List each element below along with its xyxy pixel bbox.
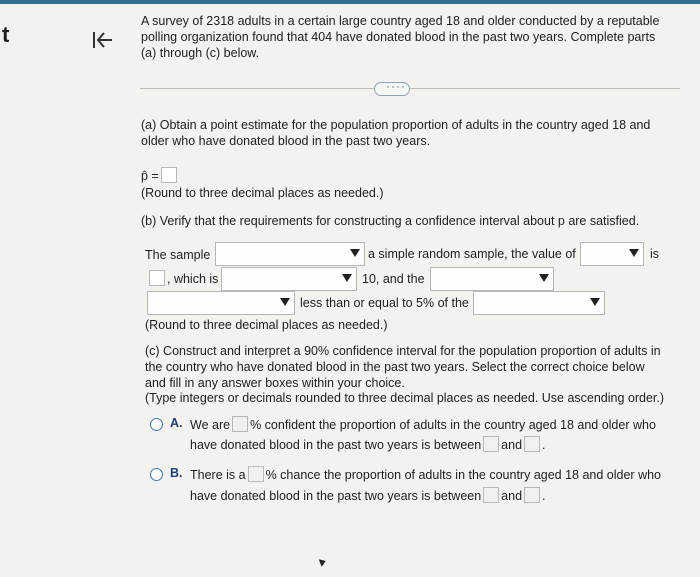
- ten-and-the-text: 10, and the: [362, 272, 425, 286]
- chevron-down-icon: [350, 249, 360, 257]
- is-text: is: [650, 247, 660, 261]
- question-text: A survey of 2318 adults in a certain large country aged 18 and older conducted by a reputable polling organization found that 404 have donated blood in the past two years. Complete parts (a) through (c) below.: [141, 14, 660, 60]
- left-pane-letter: t: [2, 22, 10, 47]
- sample-type-dropdown[interactable]: [215, 242, 365, 266]
- chevron-down-icon: [342, 274, 352, 282]
- more-button-label: ····: [386, 79, 406, 93]
- option-b-line1: There is a % chance the proportion of adults in the country aged 18 and older who: [190, 468, 661, 482]
- part-a-prompt: (a) Obtain a point estimate for the population proportion of adults in the country aged 18 and older who have donated blood in the past two years.: [141, 118, 651, 148]
- option-a-letter: A.: [170, 416, 183, 430]
- comparison-dropdown[interactable]: [221, 267, 357, 291]
- more-button[interactable]: [374, 79, 410, 96]
- part-b-prompt: (b) Verify that the requirements for constructing a confidence interval about p are satisfied.: [141, 214, 640, 228]
- option-a-confidence-input[interactable]: [232, 416, 248, 432]
- section-divider: [140, 88, 680, 89]
- chevron-down-icon: [539, 274, 549, 282]
- option-b-upper-input[interactable]: [524, 487, 540, 503]
- part-c-note: (Type integers or decimals rounded to three decimal places as needed. Use ascending order.): [145, 391, 665, 405]
- sample-size-dropdown[interactable]: [430, 267, 554, 291]
- option-b-line2: have donated blood in the past two years is between and .: [190, 489, 546, 503]
- population-dropdown[interactable]: [473, 291, 605, 315]
- size-comparison-dropdown[interactable]: [147, 291, 295, 315]
- part-a-round-note: (Round to three decimal places as needed.): [141, 186, 384, 200]
- which-is-text: , which is: [167, 272, 219, 286]
- option-a-radio[interactable]: [150, 418, 163, 431]
- p-hat-label: p̂ =: [141, 169, 159, 183]
- option-b-lower-input[interactable]: [483, 487, 499, 503]
- less-than-text: less than or equal to 5% of the: [300, 296, 469, 310]
- option-b-chance-input[interactable]: [248, 466, 264, 482]
- option-a-line1: We are % confident the proportion of adults in the country aged 18 and older who: [190, 418, 656, 432]
- option-a-lower-input[interactable]: [483, 436, 499, 452]
- left-pane: [0, 4, 31, 577]
- chevron-down-icon: [280, 298, 290, 306]
- option-a-line2: have donated blood in the past two years is between and .: [190, 438, 546, 452]
- option-b-radio[interactable]: [150, 468, 163, 481]
- simple-random-text: a simple random sample, the value of: [368, 247, 576, 261]
- option-b-letter: B.: [170, 466, 183, 480]
- chevron-down-icon: [629, 249, 639, 257]
- which-is-row: [147, 270, 218, 287]
- option-a-upper-input[interactable]: [524, 436, 540, 452]
- part-b-round-note: (Round to three decimal places as needed.): [145, 318, 388, 332]
- value-of-dropdown[interactable]: [580, 242, 644, 266]
- part-c-prompt: (c) Construct and interpret a 90% confidence interval for the population proportion of adults in the country who have donated blood in the past two years. Select the correct choice below and fill in any answer boxes within your choice.: [145, 344, 661, 390]
- collapse-left-arrow-icon[interactable]: [92, 30, 114, 50]
- p-hat-input[interactable]: [161, 167, 177, 183]
- computed-value-input[interactable]: [149, 270, 165, 286]
- chevron-down-icon: [590, 298, 600, 306]
- the-sample-label: The sample: [145, 248, 211, 262]
- p-hat-row: [141, 167, 179, 184]
